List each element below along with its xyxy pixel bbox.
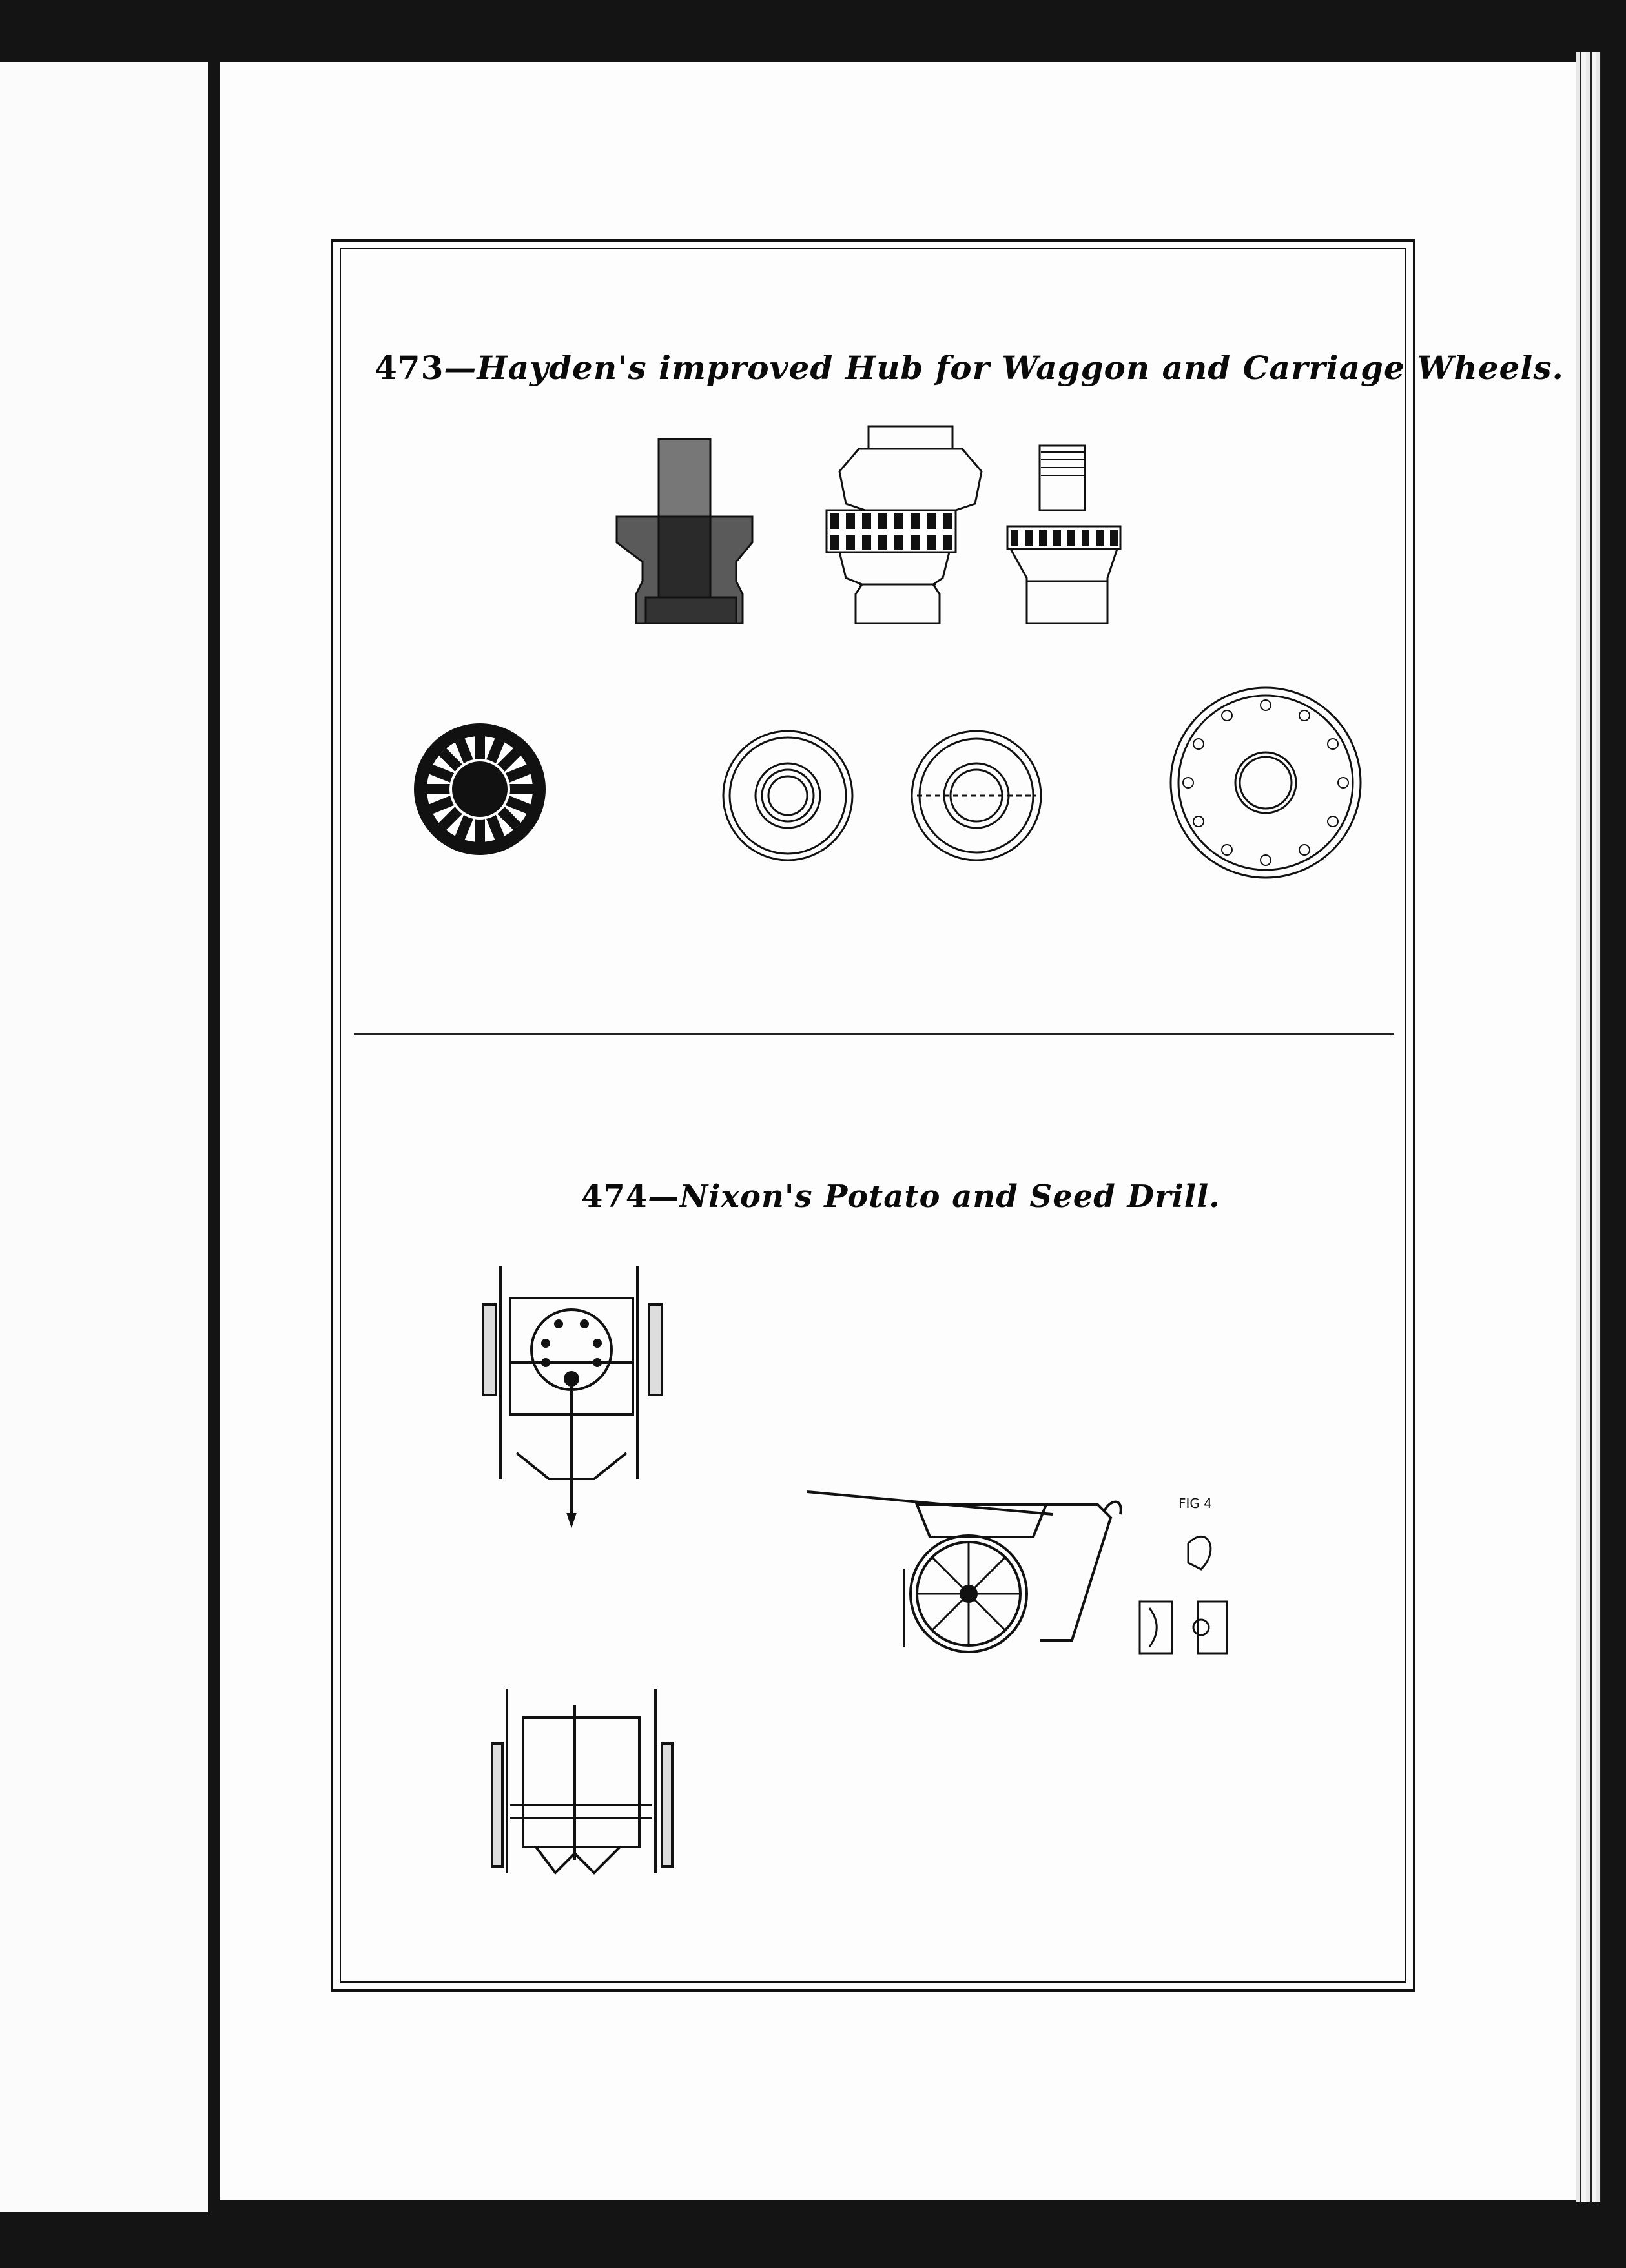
hub-elevation-drawing (827, 426, 982, 623)
plate-number: 473 (375, 349, 444, 387)
flange-plate-drawing (1171, 688, 1361, 878)
plate-caption: —Hayden's improved Hub for Waggon and Carriage Wheels. (444, 349, 1564, 387)
fig4-label: FIG 4 (1178, 1496, 1212, 1511)
hub-plan-disc-1 (723, 731, 852, 860)
drill-top-view-drawing (483, 1266, 662, 1524)
plate-caption: —Nixon's Potato and Seed Drill. (648, 1179, 1220, 1215)
hub-section-drawing (617, 439, 752, 623)
drill-side-view-drawing (807, 1492, 1121, 1652)
fig4-parts-drawing (1140, 1536, 1227, 1653)
spoke-rosette-drawing (414, 723, 546, 855)
hub-plan-disc-2 (912, 731, 1041, 860)
plate-number: 474 (581, 1179, 648, 1215)
hub-elevation-right-drawing (1007, 446, 1120, 623)
drill-rear-view-drawing (492, 1689, 672, 1873)
